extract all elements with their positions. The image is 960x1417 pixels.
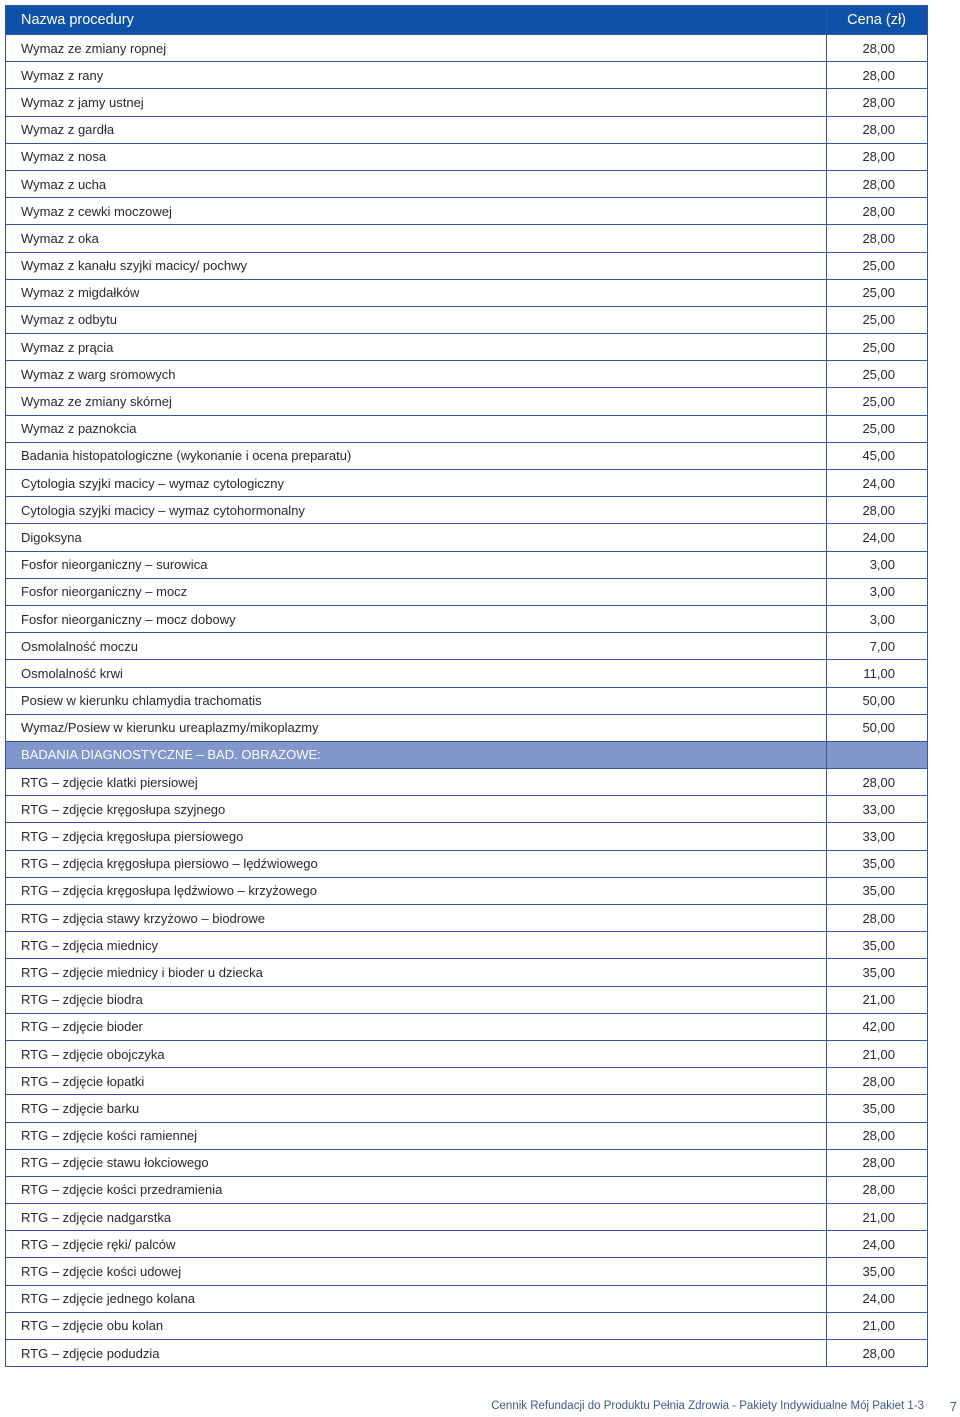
table-row xyxy=(6,35,928,62)
procedure-price: 28,00 xyxy=(827,1176,928,1203)
procedure-price: 28,00 xyxy=(827,170,928,197)
procedure-name: RTG – zdjęcie stawu łokciowego xyxy=(6,1149,827,1176)
table-row xyxy=(6,89,928,116)
table-row xyxy=(6,932,928,959)
table-row xyxy=(6,959,928,986)
procedure-price: 28,00 xyxy=(827,1068,928,1095)
procedure-price: 35,00 xyxy=(827,959,928,986)
table-row xyxy=(6,143,928,170)
procedure-price: 25,00 xyxy=(827,361,928,388)
procedure-price: 21,00 xyxy=(827,986,928,1013)
procedure-price: 42,00 xyxy=(827,1013,928,1040)
procedure-price: 24,00 xyxy=(827,1231,928,1258)
procedure-name: Wymaz z migdałków xyxy=(6,279,827,306)
footer-text: Cennik Refundacji do Produktu Pełnia Zdrowia - Pakiety Indywidualne Mój Pakiet 1-3 xyxy=(491,1400,924,1412)
table-row xyxy=(6,605,928,632)
procedure-name: RTG – zdjęcie ręki/ palców xyxy=(6,1231,827,1258)
procedure-price: 35,00 xyxy=(827,1095,928,1122)
table-row xyxy=(6,1285,928,1312)
table-row xyxy=(6,116,928,143)
procedure-price: 28,00 xyxy=(827,89,928,116)
procedure-name: Cytologia szyjki macicy – wymaz cytohormonalny xyxy=(6,497,827,524)
table-row xyxy=(6,769,928,796)
procedure-price: 24,00 xyxy=(827,470,928,497)
table-row xyxy=(6,660,928,687)
procedure-name: RTG – zdjęcia kręgosłupa piersiowego xyxy=(6,823,827,850)
procedure-price: 7,00 xyxy=(827,633,928,660)
procedure-name: Wymaz z cewki moczowej xyxy=(6,198,827,225)
procedure-name: Wymaz z rany xyxy=(6,62,827,89)
procedure-name: Wymaz z nosa xyxy=(6,143,827,170)
table-row xyxy=(6,388,928,415)
table-row xyxy=(6,198,928,225)
procedure-price: 28,00 xyxy=(827,769,928,796)
section-title: BADANIA DIAGNOSTYCZNE – BAD. OBRAZOWE: xyxy=(6,741,827,768)
procedure-name: Fosfor nieorganiczny – mocz xyxy=(6,578,827,605)
procedure-name: RTG – zdjęcie nadgarstka xyxy=(6,1204,827,1231)
procedure-name: RTG – zdjęcie barku xyxy=(6,1095,827,1122)
procedure-price: 3,00 xyxy=(827,551,928,578)
procedure-price: 28,00 xyxy=(827,116,928,143)
procedure-name: RTG – zdjęcie jednego kolana xyxy=(6,1285,827,1312)
procedure-price: 50,00 xyxy=(827,714,928,741)
procedure-price: 35,00 xyxy=(827,877,928,904)
procedure-price: 35,00 xyxy=(827,850,928,877)
table-row xyxy=(6,1013,928,1040)
procedure-price: 25,00 xyxy=(827,252,928,279)
column-header-name: Nazwa procedury xyxy=(6,6,827,35)
procedure-name: Osmolalność moczu xyxy=(6,633,827,660)
procedure-name: RTG – zdjęcie obu kolan xyxy=(6,1312,827,1339)
procedure-name: Wymaz/Posiew w kierunku ureaplazmy/mikoplazmy xyxy=(6,714,827,741)
procedure-name: Wymaz z jamy ustnej xyxy=(6,89,827,116)
procedure-price: 33,00 xyxy=(827,796,928,823)
procedure-name: Wymaz z oka xyxy=(6,225,827,252)
procedure-name: Wymaz ze zmiany ropnej xyxy=(6,35,827,62)
procedure-name: Wymaz z warg sromowych xyxy=(6,361,827,388)
procedure-name: RTG – zdjęcia miednicy xyxy=(6,932,827,959)
procedure-name: RTG – zdjęcie podudzia xyxy=(6,1340,827,1367)
section-price-cell xyxy=(827,741,928,768)
table-row xyxy=(6,850,928,877)
table-row xyxy=(6,1258,928,1285)
procedure-name: Cytologia szyjki macicy – wymaz cytologiczny xyxy=(6,470,827,497)
price-table xyxy=(5,5,928,1367)
table-row xyxy=(6,1176,928,1203)
procedure-price: 25,00 xyxy=(827,388,928,415)
procedure-name: RTG – zdjęcie łopatki xyxy=(6,1068,827,1095)
table-row xyxy=(6,252,928,279)
procedure-name: Wymaz z gardła xyxy=(6,116,827,143)
procedure-price: 25,00 xyxy=(827,279,928,306)
table-row xyxy=(6,1068,928,1095)
table-row xyxy=(6,1312,928,1339)
procedure-price: 45,00 xyxy=(827,442,928,469)
table-row xyxy=(6,1231,928,1258)
procedure-name: Wymaz z paznokcia xyxy=(6,415,827,442)
table-row xyxy=(6,1340,928,1367)
table-row xyxy=(6,986,928,1013)
procedure-name: Digoksyna xyxy=(6,524,827,551)
procedure-price: 3,00 xyxy=(827,578,928,605)
table-row xyxy=(6,524,928,551)
table-row xyxy=(6,470,928,497)
procedure-price: 33,00 xyxy=(827,823,928,850)
procedure-name: RTG – zdjęcie klatki piersiowej xyxy=(6,769,827,796)
procedure-name: RTG – zdjęcie miednicy i bioder u dziecka xyxy=(6,959,827,986)
column-header-price: Cena (zł) xyxy=(827,6,928,35)
table-row xyxy=(6,687,928,714)
page-number: 7 xyxy=(949,1399,957,1414)
procedure-name: Badania histopatologiczne (wykonanie i ocena preparatu) xyxy=(6,442,827,469)
procedure-name: RTG – zdjęcie kręgosłupa szyjnego xyxy=(6,796,827,823)
table-row xyxy=(6,442,928,469)
procedure-price: 3,00 xyxy=(827,605,928,632)
table-header xyxy=(6,6,928,35)
table-row xyxy=(6,415,928,442)
procedure-name: Wymaz z ucha xyxy=(6,170,827,197)
procedure-name: RTG – zdjęcie obojczyka xyxy=(6,1040,827,1067)
table-row xyxy=(6,62,928,89)
table-row xyxy=(6,1095,928,1122)
table-row xyxy=(6,714,928,741)
table-row xyxy=(6,877,928,904)
procedure-price: 28,00 xyxy=(827,1149,928,1176)
procedure-name: Posiew w kierunku chlamydia trachomatis xyxy=(6,687,827,714)
procedure-name: Fosfor nieorganiczny – mocz dobowy xyxy=(6,605,827,632)
procedure-price: 24,00 xyxy=(827,1285,928,1312)
table-row xyxy=(6,905,928,932)
procedure-name: RTG – zdjęcie kości przedramienia xyxy=(6,1176,827,1203)
section-row xyxy=(6,741,928,768)
procedure-name: Wymaz ze zmiany skórnej xyxy=(6,388,827,415)
procedure-price: 35,00 xyxy=(827,932,928,959)
procedure-price: 28,00 xyxy=(827,225,928,252)
procedure-price: 28,00 xyxy=(827,905,928,932)
procedure-name: RTG – zdjęcia kręgosłupa piersiowo – lędźwiowego xyxy=(6,850,827,877)
procedure-price: 28,00 xyxy=(827,198,928,225)
procedure-name: RTG – zdjęcia kręgosłupa lędźwiowo – krzyżowego xyxy=(6,877,827,904)
procedure-price: 21,00 xyxy=(827,1040,928,1067)
procedure-name: RTG – zdjęcie bioder xyxy=(6,1013,827,1040)
procedure-price: 28,00 xyxy=(827,1122,928,1149)
procedure-price: 25,00 xyxy=(827,334,928,361)
procedure-price: 28,00 xyxy=(827,143,928,170)
table-row xyxy=(6,497,928,524)
procedure-name: Fosfor nieorganiczny – surowica xyxy=(6,551,827,578)
procedure-name: RTG – zdjęcia stawy krzyżowo – biodrowe xyxy=(6,905,827,932)
table-row xyxy=(6,334,928,361)
procedure-price: 24,00 xyxy=(827,524,928,551)
procedure-name: Osmolalność krwi xyxy=(6,660,827,687)
procedure-price: 35,00 xyxy=(827,1258,928,1285)
procedure-price: 25,00 xyxy=(827,415,928,442)
procedure-price: 50,00 xyxy=(827,687,928,714)
table-row xyxy=(6,361,928,388)
table-row xyxy=(6,796,928,823)
procedure-price: 28,00 xyxy=(827,62,928,89)
table-row xyxy=(6,170,928,197)
procedure-name: Wymaz z prącia xyxy=(6,334,827,361)
table-row xyxy=(6,551,928,578)
procedure-price: 11,00 xyxy=(827,660,928,687)
table-row xyxy=(6,633,928,660)
table-row xyxy=(6,1204,928,1231)
procedure-price: 28,00 xyxy=(827,497,928,524)
procedure-name: RTG – zdjęcie biodra xyxy=(6,986,827,1013)
procedure-price: 28,00 xyxy=(827,35,928,62)
table-row xyxy=(6,279,928,306)
procedure-price: 21,00 xyxy=(827,1312,928,1339)
procedure-price: 25,00 xyxy=(827,306,928,333)
procedure-price: 28,00 xyxy=(827,1340,928,1367)
procedure-price: 21,00 xyxy=(827,1204,928,1231)
table-body xyxy=(6,35,928,1367)
table-row xyxy=(6,578,928,605)
procedure-name: Wymaz z odbytu xyxy=(6,306,827,333)
procedure-name: Wymaz z kanału szyjki macicy/ pochwy xyxy=(6,252,827,279)
procedure-name: RTG – zdjęcie kości udowej xyxy=(6,1258,827,1285)
table-row xyxy=(6,225,928,252)
table-row xyxy=(6,1040,928,1067)
table-row xyxy=(6,823,928,850)
table-row xyxy=(6,1149,928,1176)
table-row xyxy=(6,306,928,333)
table-row xyxy=(6,1122,928,1149)
procedure-name: RTG – zdjęcie kości ramiennej xyxy=(6,1122,827,1149)
